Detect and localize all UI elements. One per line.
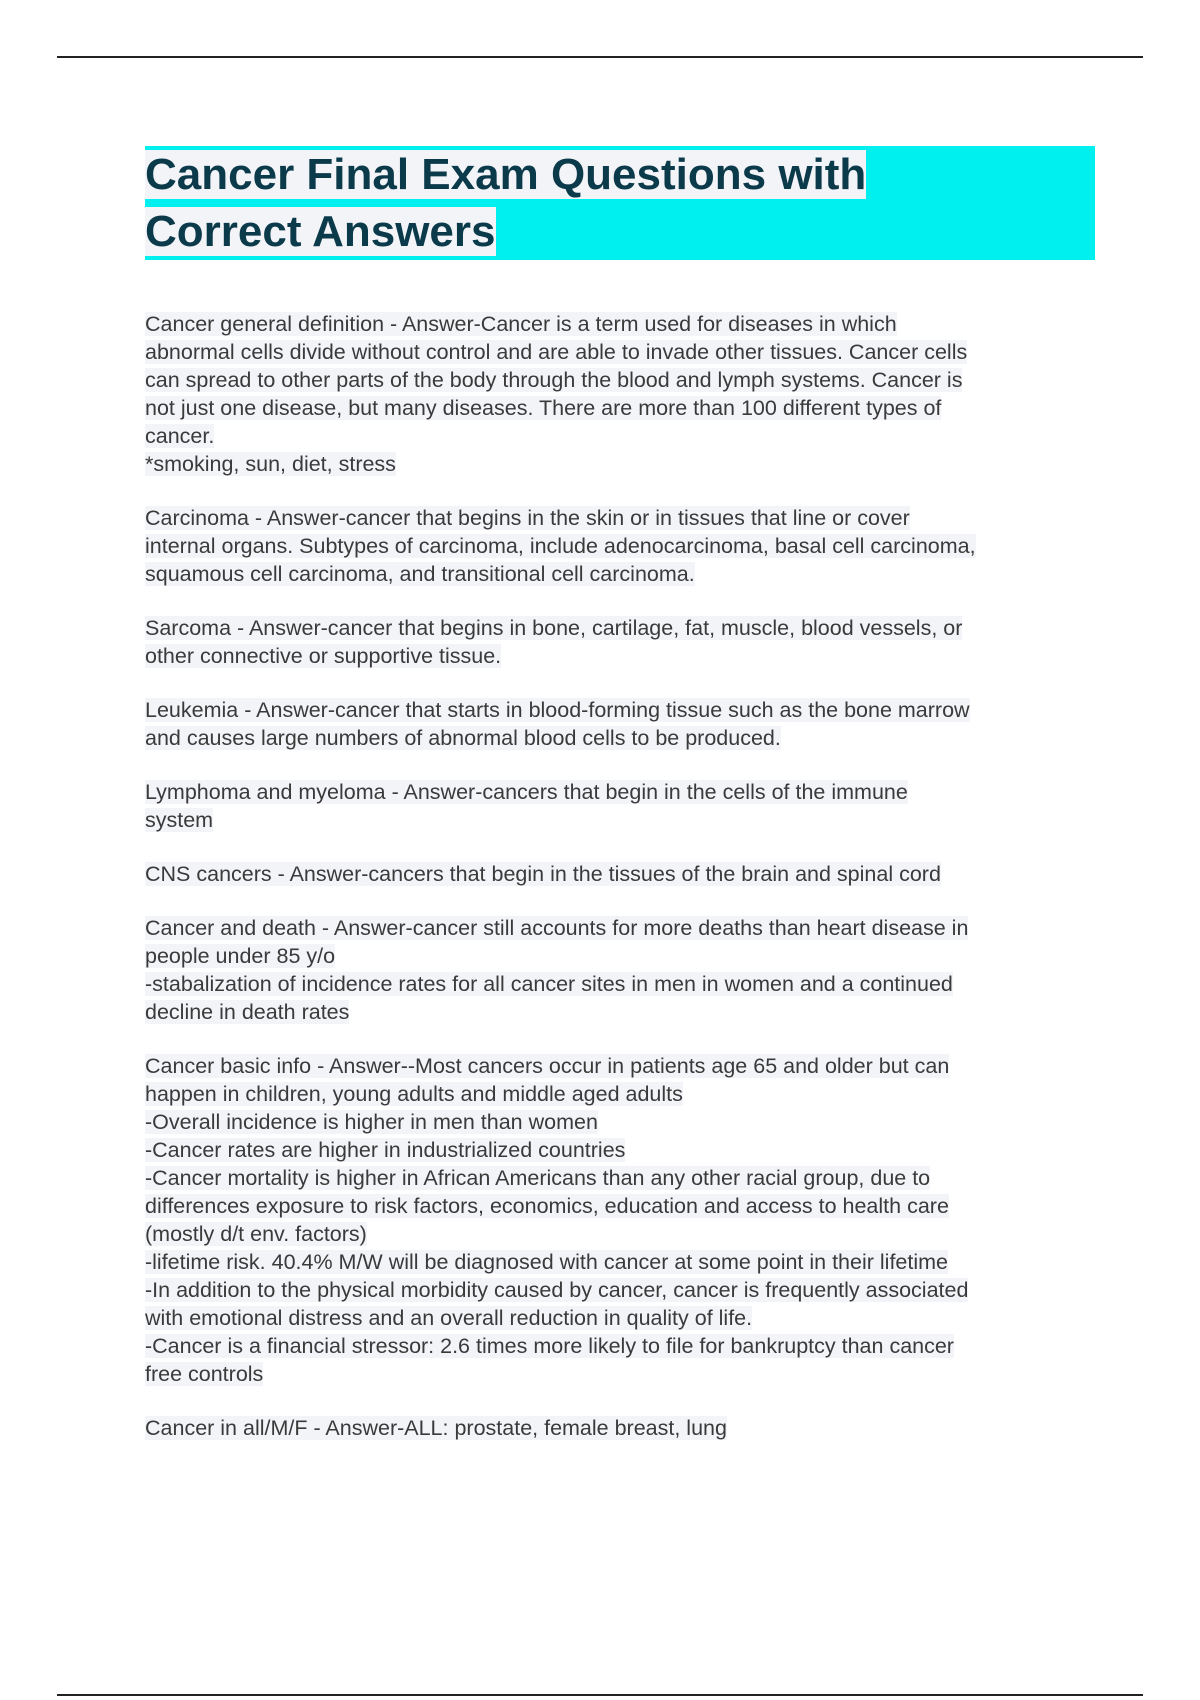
qa-line: Cancer and death - Answer-cancer still accounts for more deaths than heart disease in — [145, 916, 969, 940]
qa-line: *smoking, sun, diet, stress — [145, 452, 396, 476]
qa-line-wrapper — [145, 1248, 1095, 1276]
qa-line-wrapper — [145, 366, 1095, 394]
document-body — [145, 146, 1095, 1468]
qa-line: Cancer general definition - Answer-Cancer is a term used for diseases in which — [145, 312, 897, 336]
qa-line: and causes large numbers of abnormal blood cells to be produced. — [145, 726, 781, 750]
footer-rule — [57, 1694, 1143, 1696]
qa-line: decline in death rates — [145, 1000, 350, 1024]
qa-line-wrapper — [145, 970, 1095, 998]
qa-line: Carcinoma - Answer-cancer that begins in the skin or in tissues that line or cover — [145, 506, 910, 530]
title-line: Correct Answers — [145, 207, 496, 256]
qa-line-wrapper — [145, 1108, 1095, 1136]
qa-line: Leukemia - Answer-cancer that starts in blood-forming tissue such as the bone marrow — [145, 698, 970, 722]
header-rule — [57, 56, 1143, 58]
qa-line: -lifetime risk. 40.4% M/W will be diagnosed with cancer at some point in their lifetime — [145, 1250, 948, 1274]
qa-line-wrapper — [145, 860, 1095, 888]
qa-line-wrapper — [145, 724, 1095, 752]
qa-line-wrapper — [145, 532, 1095, 560]
qa-line-wrapper — [145, 806, 1095, 834]
qa-line: Lymphoma and myeloma - Answer-cancers that begin in the cells of the immune — [145, 780, 908, 804]
qa-line-wrapper — [145, 914, 1095, 942]
qa-line: cancer. — [145, 424, 215, 448]
qa-line: people under 85 y/o — [145, 944, 336, 968]
qa-list — [145, 310, 1095, 1442]
qa-line-wrapper — [145, 560, 1095, 588]
document-title — [145, 146, 1095, 260]
qa-line: -Overall incidence is higher in men than women — [145, 1110, 598, 1134]
qa-line-wrapper — [145, 338, 1095, 366]
qa-line: -Cancer rates are higher in industrialized countries — [145, 1138, 626, 1162]
qa-line-wrapper — [145, 1304, 1095, 1332]
qa-entry — [145, 310, 1095, 478]
qa-line-wrapper — [145, 1080, 1095, 1108]
qa-line-wrapper — [145, 310, 1095, 338]
qa-line: can spread to other parts of the body through the blood and lymph systems. Cancer is — [145, 368, 963, 392]
qa-line: not just one disease, but many diseases. There are more than 100 different types of — [145, 396, 942, 420]
qa-line-wrapper — [145, 450, 1095, 478]
qa-line: -Cancer mortality is higher in African Americans than any other racial group, due to — [145, 1166, 931, 1190]
qa-line: free controls — [145, 1362, 264, 1386]
title-line: Cancer Final Exam Questions with — [145, 150, 867, 199]
qa-line-wrapper — [145, 1136, 1095, 1164]
qa-line-wrapper — [145, 614, 1095, 642]
qa-line-wrapper — [145, 422, 1095, 450]
qa-line: differences exposure to risk factors, economics, education and access to health care — [145, 1194, 949, 1218]
qa-entry — [145, 1414, 1095, 1442]
qa-line-wrapper — [145, 696, 1095, 724]
qa-line: Cancer in all/M/F - Answer-ALL: prostate, female breast, lung — [145, 1416, 727, 1440]
qa-line: internal organs. Subtypes of carcinoma, include adenocarcinoma, basal cell carcinoma, — [145, 534, 976, 558]
qa-line: (mostly d/t env. factors) — [145, 1222, 367, 1246]
qa-line: system — [145, 808, 214, 832]
qa-entry — [145, 778, 1095, 834]
qa-line: Cancer basic info - Answer--Most cancers occur in patients age 65 and older but can — [145, 1054, 950, 1078]
qa-line-wrapper — [145, 998, 1095, 1026]
qa-line: -In addition to the physical morbidity caused by cancer, cancer is frequently associated — [145, 1278, 969, 1302]
qa-line-wrapper — [145, 1414, 1095, 1442]
qa-line-wrapper — [145, 1360, 1095, 1388]
qa-line-wrapper — [145, 394, 1095, 422]
qa-line-wrapper — [145, 642, 1095, 670]
qa-line-wrapper — [145, 1192, 1095, 1220]
qa-line-wrapper — [145, 942, 1095, 970]
qa-entry — [145, 614, 1095, 670]
qa-line-wrapper — [145, 504, 1095, 532]
qa-line: happen in children, young adults and middle aged adults — [145, 1082, 683, 1106]
qa-line: squamous cell carcinoma, and transitional cell carcinoma. — [145, 562, 695, 586]
qa-entry — [145, 860, 1095, 888]
qa-line: -stabalization of incidence rates for all cancer sites in men in women and a continued — [145, 972, 953, 996]
qa-line: CNS cancers - Answer-cancers that begin in the tissues of the brain and spinal cord — [145, 862, 941, 886]
qa-line: Sarcoma - Answer-cancer that begins in bone, cartilage, fat, muscle, blood vessels, or — [145, 616, 963, 640]
qa-line-wrapper — [145, 778, 1095, 806]
qa-line: other connective or supportive tissue. — [145, 644, 502, 668]
qa-entry — [145, 696, 1095, 752]
qa-line-wrapper — [145, 1220, 1095, 1248]
qa-entry — [145, 1052, 1095, 1388]
qa-line: abnormal cells divide without control and are able to invade other tissues. Cancer cells — [145, 340, 968, 364]
qa-line-wrapper — [145, 1052, 1095, 1080]
qa-line: -Cancer is a financial stressor: 2.6 times more likely to file for bankruptcy than cancer — [145, 1334, 954, 1358]
qa-line-wrapper — [145, 1164, 1095, 1192]
qa-entry — [145, 914, 1095, 1026]
qa-entry — [145, 504, 1095, 588]
qa-line-wrapper — [145, 1332, 1095, 1360]
qa-line: with emotional distress and an overall reduction in quality of life. — [145, 1306, 753, 1330]
qa-line-wrapper — [145, 1276, 1095, 1304]
